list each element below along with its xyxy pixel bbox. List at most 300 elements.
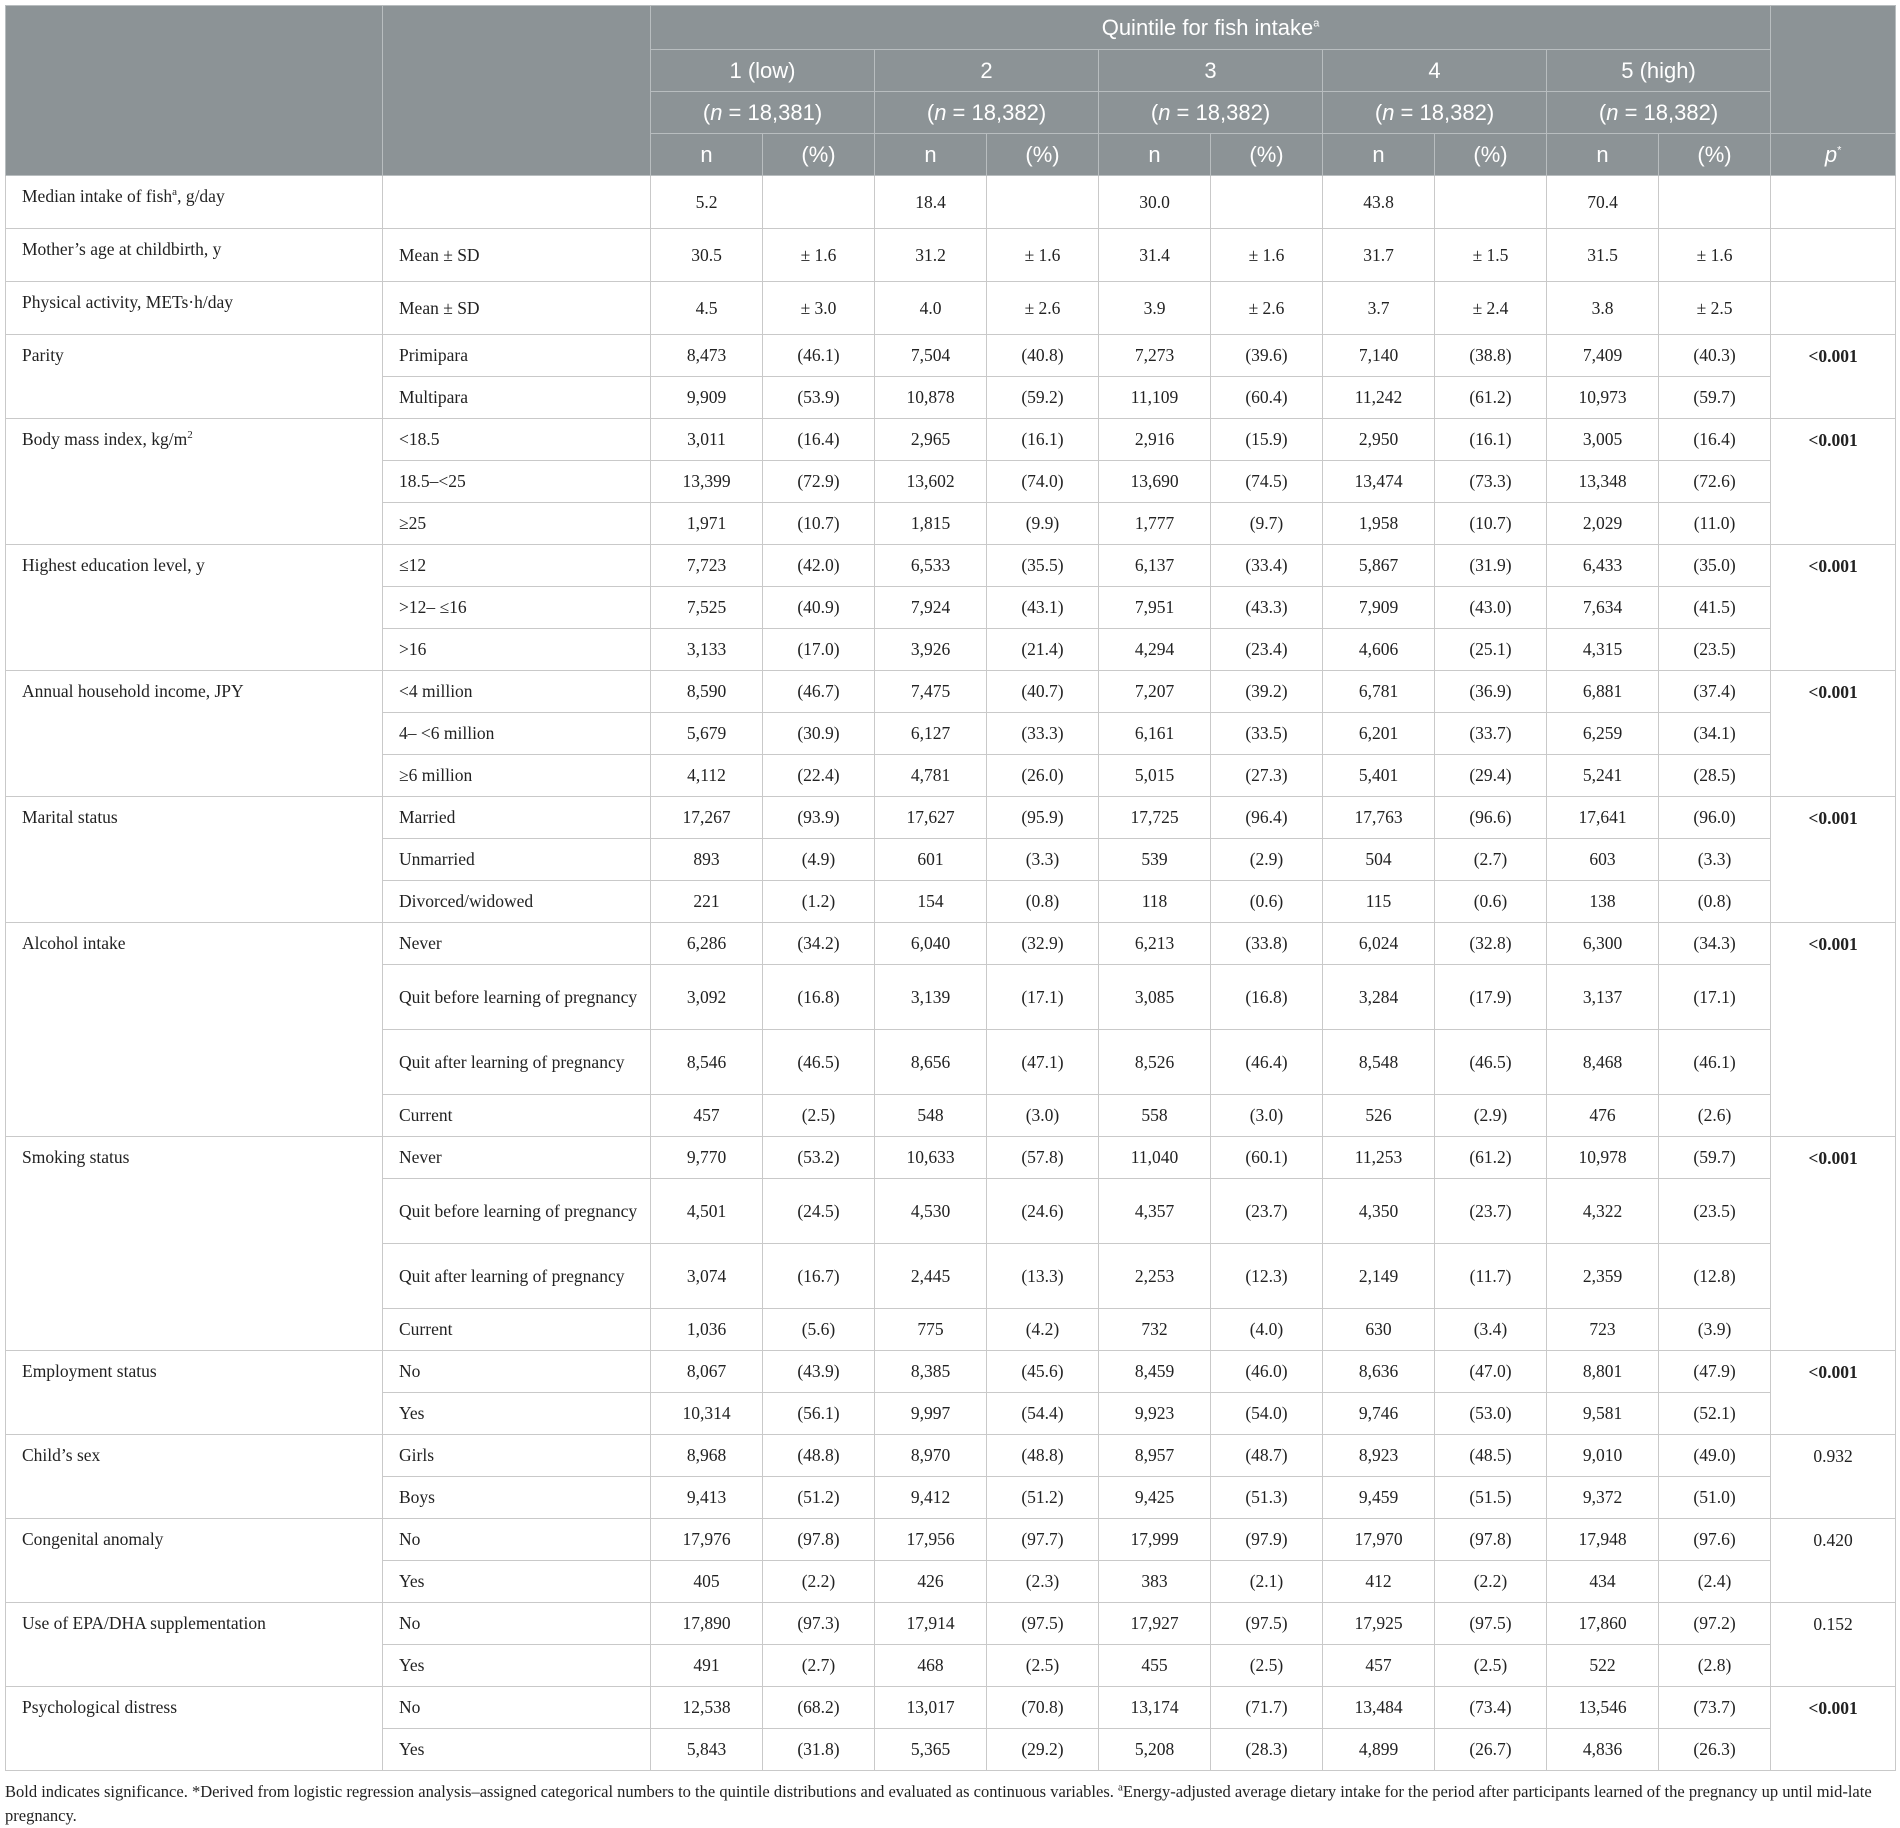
- cell-pct: (97.5): [1211, 1603, 1323, 1645]
- header-blank-variable: [6, 6, 383, 176]
- header-n: n: [875, 134, 987, 176]
- cell-n: 9,746: [1323, 1393, 1435, 1435]
- cell-n: 17,976: [651, 1519, 763, 1561]
- cell-n: 7,409: [1547, 335, 1659, 377]
- category-label: Current: [383, 1309, 651, 1351]
- cell-pct: (97.8): [763, 1519, 875, 1561]
- cell-pct: (29.4): [1435, 755, 1547, 797]
- cell-n: 5,401: [1323, 755, 1435, 797]
- p-value: <0.001: [1771, 1687, 1896, 1771]
- cell-n: 6,286: [651, 923, 763, 965]
- table-row: [6, 923, 1896, 965]
- cell-n: 30.0: [1099, 176, 1211, 229]
- variable-name: Body mass index, kg/m: [22, 429, 188, 449]
- cell-n: 8,656: [875, 1030, 987, 1095]
- cell-n: 8,957: [1099, 1435, 1211, 1477]
- category-label: Yes: [383, 1645, 651, 1687]
- cell-n: 601: [875, 839, 987, 881]
- variable-name: Smoking status: [22, 1147, 130, 1167]
- category-label: No: [383, 1687, 651, 1729]
- variable-label: [6, 923, 383, 1137]
- cell-n: 3.7: [1323, 282, 1435, 335]
- table-container: [5, 5, 1895, 1828]
- cell-pct: (51.2): [987, 1477, 1099, 1519]
- cell-n: 5,015: [1099, 755, 1211, 797]
- cell-n: 6,433: [1547, 545, 1659, 587]
- cell-n: 17,725: [1099, 797, 1211, 839]
- cell-pct: (28.3): [1211, 1729, 1323, 1771]
- cell-pct: (74.0): [987, 461, 1099, 503]
- cell-n: 3,005: [1547, 419, 1659, 461]
- cell-pct: (40.7): [987, 671, 1099, 713]
- variable-label: [6, 797, 383, 923]
- cell-n: 6,024: [1323, 923, 1435, 965]
- cell-n: 426: [875, 1561, 987, 1603]
- cell-pct: (34.3): [1659, 923, 1771, 965]
- cell-n: 17,914: [875, 1603, 987, 1645]
- table-header: [6, 6, 1896, 176]
- cell-pct: (33.3): [987, 713, 1099, 755]
- header-group-sup: a: [1313, 17, 1320, 30]
- cell-n: 6,259: [1547, 713, 1659, 755]
- p-value: [1771, 282, 1896, 335]
- cell-n: 775: [875, 1309, 987, 1351]
- category-label: Mean ± SD: [383, 229, 651, 282]
- cell-pct: (31.9): [1435, 545, 1547, 587]
- cell-n: 138: [1547, 881, 1659, 923]
- n-italic: n: [934, 99, 947, 125]
- cell-pct: (35.5): [987, 545, 1099, 587]
- p-value: <0.001: [1771, 335, 1896, 419]
- cell-n: 7,207: [1099, 671, 1211, 713]
- cell-n: 8,468: [1547, 1030, 1659, 1095]
- header-n: n: [1099, 134, 1211, 176]
- variable-label: [6, 1687, 383, 1771]
- cell-pct: (97.5): [1435, 1603, 1547, 1645]
- cell-n: 732: [1099, 1309, 1211, 1351]
- cell-pct: (43.1): [987, 587, 1099, 629]
- p-sup: *: [1837, 144, 1842, 157]
- cell-pct: (2.5): [1211, 1645, 1323, 1687]
- cell-pct: (28.5): [1659, 755, 1771, 797]
- category-label: No: [383, 1519, 651, 1561]
- cell-pct: (54.0): [1211, 1393, 1323, 1435]
- cell-pct: (31.8): [763, 1729, 875, 1771]
- cell-n: 1,777: [1099, 503, 1211, 545]
- cell-n: 154: [875, 881, 987, 923]
- variable-sup: 2: [187, 429, 193, 442]
- p-value: <0.001: [1771, 1351, 1896, 1435]
- cell-n: 1,958: [1323, 503, 1435, 545]
- cell-n: 8,923: [1323, 1435, 1435, 1477]
- cell-pct: (9.9): [987, 503, 1099, 545]
- cell-n: 5,843: [651, 1729, 763, 1771]
- cell-pct: (23.7): [1435, 1179, 1547, 1244]
- cell-n: 3,137: [1547, 965, 1659, 1030]
- category-label: Boys: [383, 1477, 651, 1519]
- cell-pct: (46.5): [1435, 1030, 1547, 1095]
- cell-pct: (2.7): [1435, 839, 1547, 881]
- cell-n: 5,365: [875, 1729, 987, 1771]
- cell-pct: (16.7): [763, 1244, 875, 1309]
- cell-n: 2,965: [875, 419, 987, 461]
- cell-pct: (36.9): [1435, 671, 1547, 713]
- cell-pct: (54.4): [987, 1393, 1099, 1435]
- cell-pct: (53.2): [763, 1137, 875, 1179]
- cell-pct: (70.8): [987, 1687, 1099, 1729]
- cell-pct: [987, 176, 1099, 229]
- cell-n: 7,924: [875, 587, 987, 629]
- cell-pct: (4.9): [763, 839, 875, 881]
- quintile-n-value: 18,382: [1195, 99, 1263, 125]
- cell-pct: (60.1): [1211, 1137, 1323, 1179]
- cell-n: 8,526: [1099, 1030, 1211, 1095]
- cell-n: 412: [1323, 1561, 1435, 1603]
- cell-pct: (74.5): [1211, 461, 1323, 503]
- cell-pct: (2.5): [1435, 1645, 1547, 1687]
- variable-label: [6, 1435, 383, 1519]
- cell-pct: (10.7): [1435, 503, 1547, 545]
- variable-name: Congenital anomaly: [22, 1529, 164, 1549]
- cell-n: 8,385: [875, 1351, 987, 1393]
- cell-n: 2,950: [1323, 419, 1435, 461]
- cell-n: 8,636: [1323, 1351, 1435, 1393]
- cell-pct: (60.4): [1211, 377, 1323, 419]
- p-value: <0.001: [1771, 1137, 1896, 1351]
- header-quintile-n: (n = 18,382): [1547, 92, 1771, 134]
- cell-pct: (2.2): [763, 1561, 875, 1603]
- cell-pct: (47.0): [1435, 1351, 1547, 1393]
- variable-label: [6, 335, 383, 419]
- n-italic: n: [1606, 99, 1619, 125]
- cell-pct: (57.8): [987, 1137, 1099, 1179]
- cell-pct: (26.7): [1435, 1729, 1547, 1771]
- cell-pct: (0.8): [987, 881, 1099, 923]
- header-pct: (%): [1435, 134, 1547, 176]
- table-row: [6, 1137, 1896, 1179]
- variable-name: Employment status: [22, 1361, 157, 1381]
- cell-n: 2,253: [1099, 1244, 1211, 1309]
- cell-pct: (16.4): [1659, 419, 1771, 461]
- cell-pct: (68.2): [763, 1687, 875, 1729]
- cell-pct: (4.0): [1211, 1309, 1323, 1351]
- cell-pct: (16.4): [763, 419, 875, 461]
- cell-n: 17,999: [1099, 1519, 1211, 1561]
- cell-pct: (93.9): [763, 797, 875, 839]
- cell-pct: (3.3): [987, 839, 1099, 881]
- cell-n: 1,815: [875, 503, 987, 545]
- cell-pct: (17.1): [987, 965, 1099, 1030]
- cell-pct: (32.8): [1435, 923, 1547, 965]
- cell-n: 30.5: [651, 229, 763, 282]
- header-quintile-n: (n = 18,382): [875, 92, 1099, 134]
- cell-n: 3,092: [651, 965, 763, 1030]
- cell-pct: (37.4): [1659, 671, 1771, 713]
- cell-pct: (33.4): [1211, 545, 1323, 587]
- category-label: Quit before learning of pregnancy: [383, 1179, 651, 1244]
- variable-label: [6, 176, 383, 229]
- cell-n: 3,926: [875, 629, 987, 671]
- cell-pct: (96.6): [1435, 797, 1547, 839]
- category-label: Divorced/widowed: [383, 881, 651, 923]
- cell-n: 6,040: [875, 923, 987, 965]
- cell-n: 539: [1099, 839, 1211, 881]
- cell-n: 5,867: [1323, 545, 1435, 587]
- cell-pct: (0.6): [1435, 881, 1547, 923]
- cell-n: 455: [1099, 1645, 1211, 1687]
- cell-n: 558: [1099, 1095, 1211, 1137]
- cell-n: 4,836: [1547, 1729, 1659, 1771]
- category-label: >16: [383, 629, 651, 671]
- cell-n: 13,399: [651, 461, 763, 503]
- cell-pct: (5.6): [763, 1309, 875, 1351]
- cell-pct: (2.4): [1659, 1561, 1771, 1603]
- cell-n: 522: [1547, 1645, 1659, 1687]
- cell-n: 1,971: [651, 503, 763, 545]
- cell-pct: [1435, 176, 1547, 229]
- variable-label: [6, 1351, 383, 1435]
- variable-name: Parity: [22, 345, 64, 365]
- variable-label: [6, 282, 383, 335]
- cell-n: 3.9: [1099, 282, 1211, 335]
- cell-pct: (17.9): [1435, 965, 1547, 1030]
- cell-n: 7,140: [1323, 335, 1435, 377]
- category-label: <4 million: [383, 671, 651, 713]
- cell-n: 31.7: [1323, 229, 1435, 282]
- category-label: Yes: [383, 1561, 651, 1603]
- cell-pct: (23.4): [1211, 629, 1323, 671]
- cell-n: 10,978: [1547, 1137, 1659, 1179]
- footnote-text-1: Bold indicates significance. *Derived from logistic regression analysis–assigned categorical numbers to the quintile distributions and evaluated as continuous variables.: [5, 1782, 1119, 1801]
- cell-n: 17,927: [1099, 1603, 1211, 1645]
- cell-pct: (0.6): [1211, 881, 1323, 923]
- table-row: [6, 176, 1896, 229]
- cell-pct: (46.0): [1211, 1351, 1323, 1393]
- cell-pct: (49.0): [1659, 1435, 1771, 1477]
- cell-n: 468: [875, 1645, 987, 1687]
- cell-n: 6,201: [1323, 713, 1435, 755]
- cell-n: 2,029: [1547, 503, 1659, 545]
- cell-pct: (21.4): [987, 629, 1099, 671]
- category-label: Mean ± SD: [383, 282, 651, 335]
- cell-pct: (73.7): [1659, 1687, 1771, 1729]
- cell-pct: (2.1): [1211, 1561, 1323, 1603]
- cell-n: 70.4: [1547, 176, 1659, 229]
- cell-pct: (46.1): [1659, 1030, 1771, 1095]
- p-value: <0.001: [1771, 797, 1896, 923]
- cell-pct: (16.1): [987, 419, 1099, 461]
- cell-pct: (32.9): [987, 923, 1099, 965]
- cell-pct: (42.0): [763, 545, 875, 587]
- cell-n: 13,690: [1099, 461, 1211, 503]
- cell-n: 5,208: [1099, 1729, 1211, 1771]
- p-value: 0.932: [1771, 1435, 1896, 1519]
- cell-n: 6,881: [1547, 671, 1659, 713]
- cell-pct: (46.1): [763, 335, 875, 377]
- cell-pct: (17.0): [763, 629, 875, 671]
- cell-n: 434: [1547, 1561, 1659, 1603]
- p-value: <0.001: [1771, 545, 1896, 671]
- variable-name: Median intake of fish: [22, 186, 173, 206]
- cell-pct: (51.2): [763, 1477, 875, 1519]
- cell-pct: (3.0): [1211, 1095, 1323, 1137]
- cell-n: 3,011: [651, 419, 763, 461]
- cell-pct: (30.9): [763, 713, 875, 755]
- category-label: Girls: [383, 1435, 651, 1477]
- cell-n: 118: [1099, 881, 1211, 923]
- cell-pct: (11.0): [1659, 503, 1771, 545]
- cell-n: 18.4: [875, 176, 987, 229]
- category-label: Yes: [383, 1729, 651, 1771]
- cell-pct: (2.3): [987, 1561, 1099, 1603]
- n-italic: n: [1382, 99, 1395, 125]
- fish-intake-characteristics-table: [5, 5, 1896, 1771]
- cell-pct: (10.7): [763, 503, 875, 545]
- cell-n: 893: [651, 839, 763, 881]
- cell-n: 2,445: [875, 1244, 987, 1309]
- table-row: [6, 1519, 1896, 1561]
- cell-n: 723: [1547, 1309, 1659, 1351]
- cell-pct: ± 1.6: [987, 229, 1099, 282]
- cell-pct: ± 3.0: [763, 282, 875, 335]
- header-group-title: Quintile for fish intake: [1101, 14, 1314, 40]
- header-n: n: [1323, 134, 1435, 176]
- cell-n: 17,627: [875, 797, 987, 839]
- cell-pct: (9.7): [1211, 503, 1323, 545]
- cell-pct: (24.5): [763, 1179, 875, 1244]
- cell-pct: (39.6): [1211, 335, 1323, 377]
- category-label: Quit before learning of pregnancy: [383, 965, 651, 1030]
- cell-n: 7,273: [1099, 335, 1211, 377]
- cell-n: 8,590: [651, 671, 763, 713]
- quintile-n-value: 18,381: [747, 99, 815, 125]
- header-quintile-label: 5 (high): [1547, 50, 1771, 92]
- cell-n: 10,973: [1547, 377, 1659, 419]
- cell-pct: (11.7): [1435, 1244, 1547, 1309]
- p-label: p: [1824, 141, 1838, 167]
- cell-pct: (59.7): [1659, 377, 1771, 419]
- cell-pct: (72.9): [763, 461, 875, 503]
- cell-n: 383: [1099, 1561, 1211, 1603]
- cell-pct: (97.6): [1659, 1519, 1771, 1561]
- cell-n: 4,357: [1099, 1179, 1211, 1244]
- cell-n: 4,322: [1547, 1179, 1659, 1244]
- cell-pct: (3.9): [1659, 1309, 1771, 1351]
- cell-n: 504: [1323, 839, 1435, 881]
- cell-n: 221: [651, 881, 763, 923]
- header-quintile-n: (n = 18,382): [1323, 92, 1547, 134]
- header-quintile-group: [651, 6, 1771, 50]
- category-label: ≥6 million: [383, 755, 651, 797]
- variable-label: [6, 545, 383, 671]
- cell-n: 13,017: [875, 1687, 987, 1729]
- cell-pct: (61.2): [1435, 1137, 1547, 1179]
- p-value: <0.001: [1771, 671, 1896, 797]
- cell-n: 10,878: [875, 377, 987, 419]
- cell-pct: (97.3): [763, 1603, 875, 1645]
- p-value: [1771, 229, 1896, 282]
- table-row: [6, 335, 1896, 377]
- header-p-value: [1771, 134, 1896, 176]
- header-n: n: [1547, 134, 1659, 176]
- cell-pct: (4.2): [987, 1309, 1099, 1351]
- cell-pct: (45.6): [987, 1351, 1099, 1393]
- cell-n: 43.8: [1323, 176, 1435, 229]
- cell-n: 17,860: [1547, 1603, 1659, 1645]
- cell-pct: (2.7): [763, 1645, 875, 1687]
- n-italic: n: [710, 99, 723, 125]
- cell-n: 12,538: [651, 1687, 763, 1729]
- cell-pct: (53.9): [763, 377, 875, 419]
- cell-n: 17,925: [1323, 1603, 1435, 1645]
- table-row: [6, 797, 1896, 839]
- cell-n: 4,899: [1323, 1729, 1435, 1771]
- cell-n: 4,294: [1099, 629, 1211, 671]
- header-quintile-label: 2: [875, 50, 1099, 92]
- cell-n: 457: [651, 1095, 763, 1137]
- cell-n: 4,606: [1323, 629, 1435, 671]
- cell-n: 3.8: [1547, 282, 1659, 335]
- category-label: Current: [383, 1095, 651, 1137]
- cell-n: 9,412: [875, 1477, 987, 1519]
- cell-n: 630: [1323, 1309, 1435, 1351]
- cell-n: 13,602: [875, 461, 987, 503]
- cell-n: 5,679: [651, 713, 763, 755]
- cell-n: 115: [1323, 881, 1435, 923]
- cell-pct: (59.2): [987, 377, 1099, 419]
- cell-n: 9,770: [651, 1137, 763, 1179]
- table-row: [6, 419, 1896, 461]
- cell-n: 9,997: [875, 1393, 987, 1435]
- cell-n: 457: [1323, 1645, 1435, 1687]
- cell-pct: (33.8): [1211, 923, 1323, 965]
- n-italic: n: [1158, 99, 1171, 125]
- cell-pct: (39.2): [1211, 671, 1323, 713]
- header-n: n: [651, 134, 763, 176]
- cell-n: 1,036: [651, 1309, 763, 1351]
- table-row: [6, 1435, 1896, 1477]
- cell-pct: (97.2): [1659, 1603, 1771, 1645]
- table-body: [6, 176, 1896, 1771]
- cell-n: 4,501: [651, 1179, 763, 1244]
- cell-pct: (96.4): [1211, 797, 1323, 839]
- cell-n: 13,174: [1099, 1687, 1211, 1729]
- table-row: [6, 229, 1896, 282]
- cell-pct: (3.0): [987, 1095, 1099, 1137]
- cell-n: 8,968: [651, 1435, 763, 1477]
- cell-pct: (35.0): [1659, 545, 1771, 587]
- quintile-n-value: 18,382: [1419, 99, 1487, 125]
- cell-n: 491: [651, 1645, 763, 1687]
- cell-pct: (0.8): [1659, 881, 1771, 923]
- cell-n: 2,149: [1323, 1244, 1435, 1309]
- cell-pct: (97.8): [1435, 1519, 1547, 1561]
- header-pct: (%): [987, 134, 1099, 176]
- cell-n: 31.5: [1547, 229, 1659, 282]
- header-quintile-label: 4: [1323, 50, 1547, 92]
- cell-pct: (48.8): [987, 1435, 1099, 1477]
- cell-n: 6,127: [875, 713, 987, 755]
- variable-name: Marital status: [22, 807, 118, 827]
- category-label: Married: [383, 797, 651, 839]
- cell-pct: (23.5): [1659, 629, 1771, 671]
- cell-pct: (2.5): [763, 1095, 875, 1137]
- cell-pct: (12.3): [1211, 1244, 1323, 1309]
- cell-pct: (3.4): [1435, 1309, 1547, 1351]
- cell-n: 3,074: [651, 1244, 763, 1309]
- cell-pct: (2.2): [1435, 1561, 1547, 1603]
- cell-n: 6,213: [1099, 923, 1211, 965]
